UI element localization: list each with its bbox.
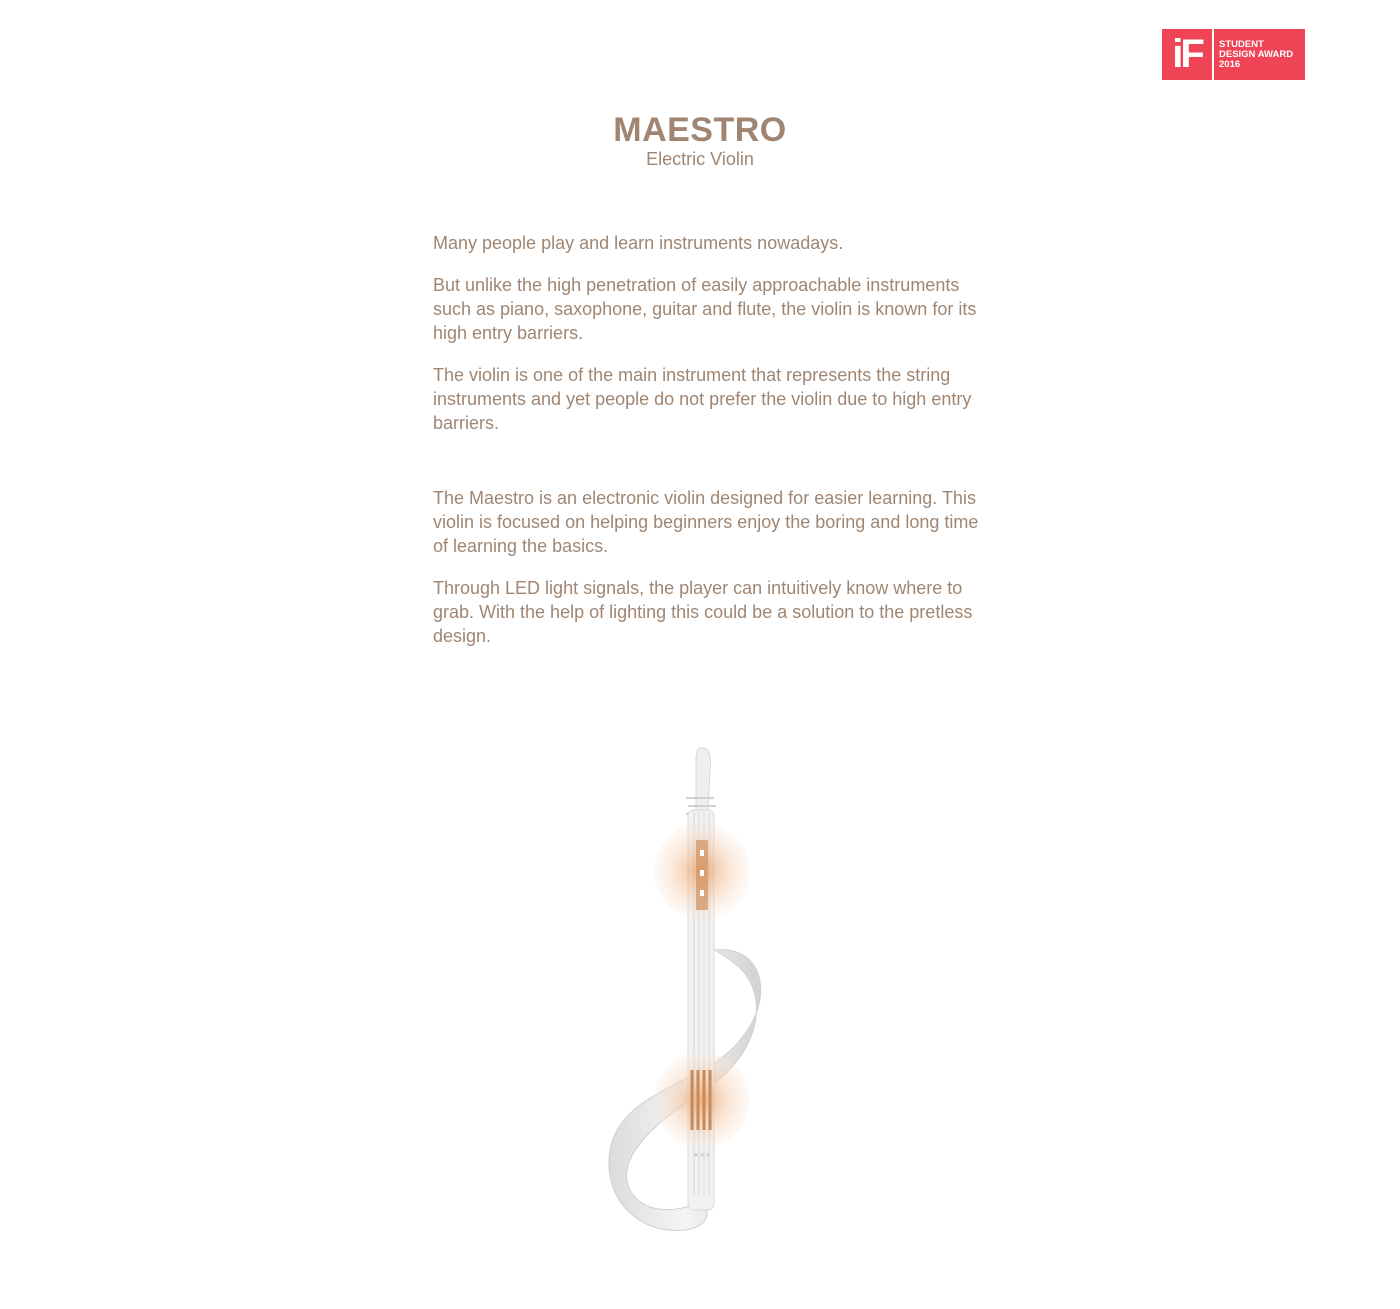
page-subtitle: Electric Violin	[646, 149, 754, 169]
led-dots-lower	[695, 1154, 710, 1157]
paragraph-intro: Many people play and learn instruments nowadays.	[433, 233, 844, 253]
award-line-3: 2016	[1219, 58, 1241, 70]
violin-scroll	[696, 748, 711, 810]
page-header	[0, 110, 1400, 169]
if-logo: iF	[1162, 29, 1214, 80]
page-title: MAESTRO	[613, 111, 787, 149]
paragraph-led: Through LED light signals, the player can intuitively know where to grab. With the help of lighting this could be a solution to the pretless design.	[433, 578, 973, 646]
award-badge	[1162, 29, 1305, 80]
description	[433, 231, 993, 666]
violin-illustration	[590, 740, 790, 1250]
led-glow-lower	[654, 1052, 750, 1148]
award-line-2: DESIGN AWARD	[1219, 48, 1294, 60]
paragraph-strings: The violin is one of the main instrument that represents the string instruments and yet people do not prefer the violin due to high entry barriers.	[433, 365, 972, 433]
award-text	[1214, 40, 1293, 70]
paragraph-maestro: The Maestro is an electronic violin designed for easier learning. This violin is focused on helping beginners enjoy the boring and long time of learning the basics.	[433, 488, 979, 556]
paragraph-barriers: But unlike the high penetration of easily approachable instruments such as piano, saxophone, guitar and flute, the violin is known for its high entry barriers.	[433, 275, 977, 343]
award-line-1: STUDENT	[1219, 38, 1264, 50]
